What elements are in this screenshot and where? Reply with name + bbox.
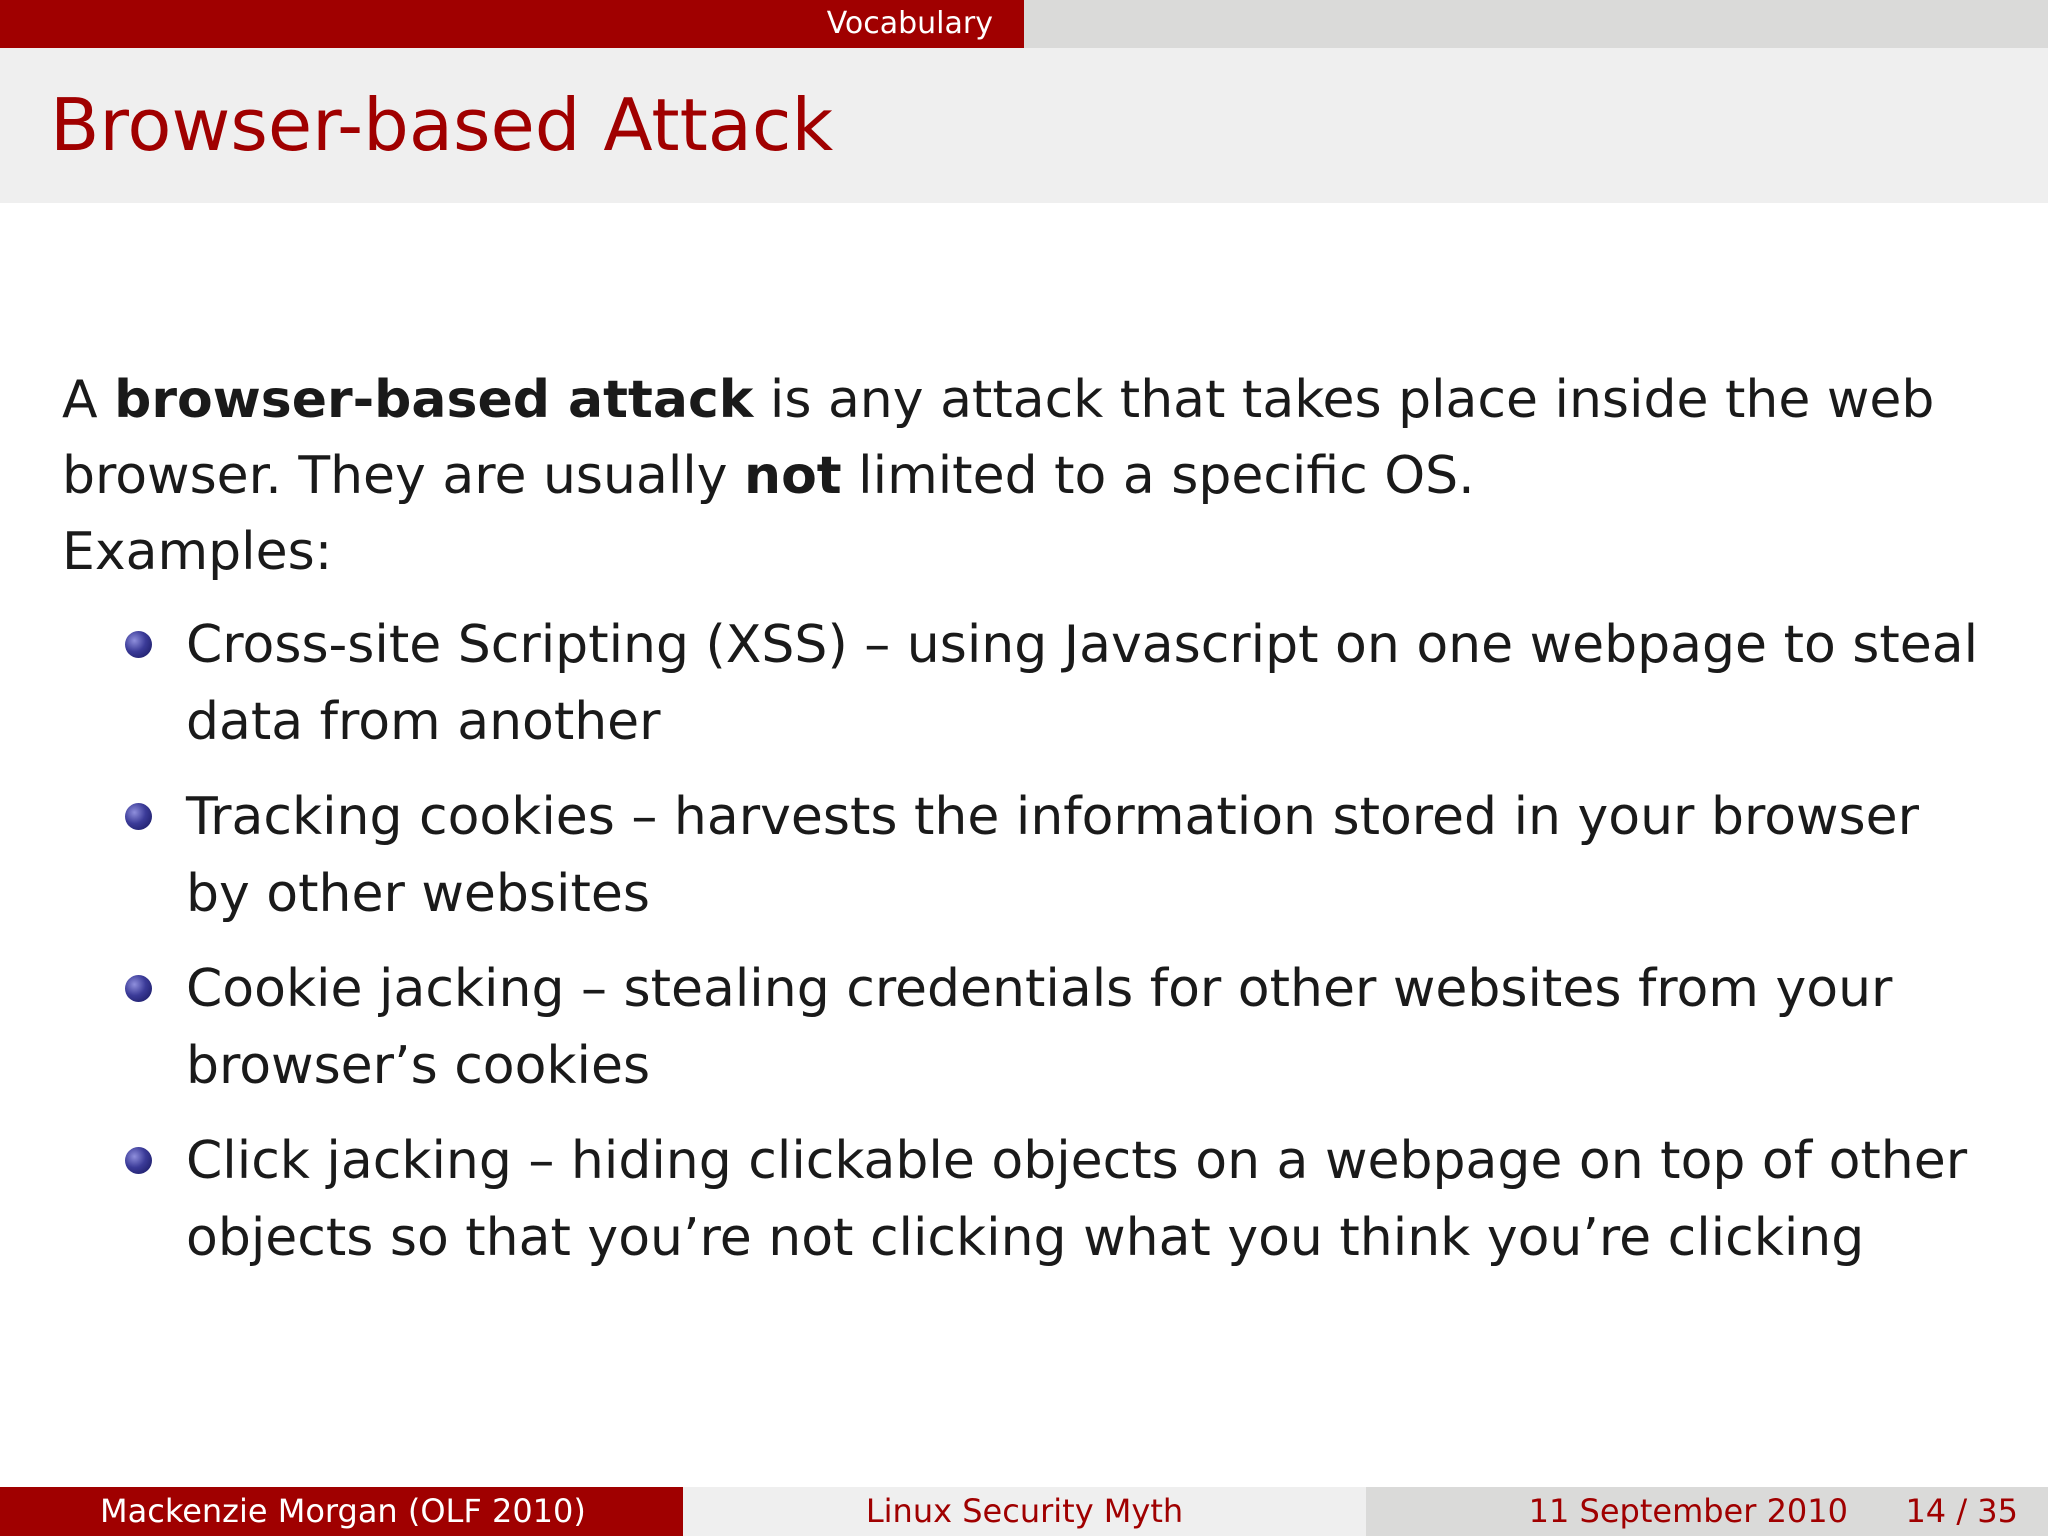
list-item [62, 779, 1992, 933]
list-item [62, 1123, 1992, 1277]
intro-text-1: A [62, 370, 115, 430]
footer-author: Mackenzie Morgan (OLF 2010) [0, 1487, 683, 1536]
list-item [62, 607, 1992, 761]
list-item [62, 951, 1992, 1105]
list-item-text: Tracking cookies – harvests the information stored in your browser by other websites [186, 787, 1920, 924]
intro-text-2: is any attack that takes place inside the web browser. They are usually [62, 370, 1935, 506]
bullet-icon [125, 975, 152, 1002]
intro-text-3: limited to a specific OS. [841, 446, 1475, 506]
term-browser-based-attack: browser-based attack [114, 370, 754, 430]
examples-label: Examples: [62, 522, 333, 582]
bullet-icon [125, 631, 152, 658]
emphasis-not: not [744, 446, 842, 506]
examples-list [62, 607, 1992, 1277]
footer-date-page [1366, 1487, 2048, 1536]
slide-title-bar [0, 48, 2048, 203]
intro-paragraph [62, 362, 1992, 514]
navigation-bar-filler [1024, 0, 2048, 48]
footer-talk-title: Linux Security Myth [683, 1487, 1366, 1536]
page-number: 14 / 35 [1905, 1492, 2018, 1530]
section-tab-vocabulary[interactable]: Vocabulary [0, 0, 1024, 48]
list-item-text: Cross-site Scripting (XSS) – using Javascript on one webpage to steal data from another [186, 615, 1979, 752]
footer-date: 11 September 2010 [1528, 1492, 1848, 1530]
list-item-text: Click jacking – hiding clickable objects on a webpage on top of other objects so that you’re not clicking what you think you’re clicking [186, 1131, 1968, 1268]
bullet-icon [125, 803, 152, 830]
bullet-icon [125, 1147, 152, 1174]
slide-footer [0, 1487, 2048, 1536]
navigation-bar [0, 0, 2048, 48]
list-item-text: Cookie jacking – stealing credentials for other websites from your browser’s cookies [186, 959, 1893, 1096]
slide-body [62, 362, 1992, 1295]
slide-title: Browser-based Attack [50, 83, 834, 167]
